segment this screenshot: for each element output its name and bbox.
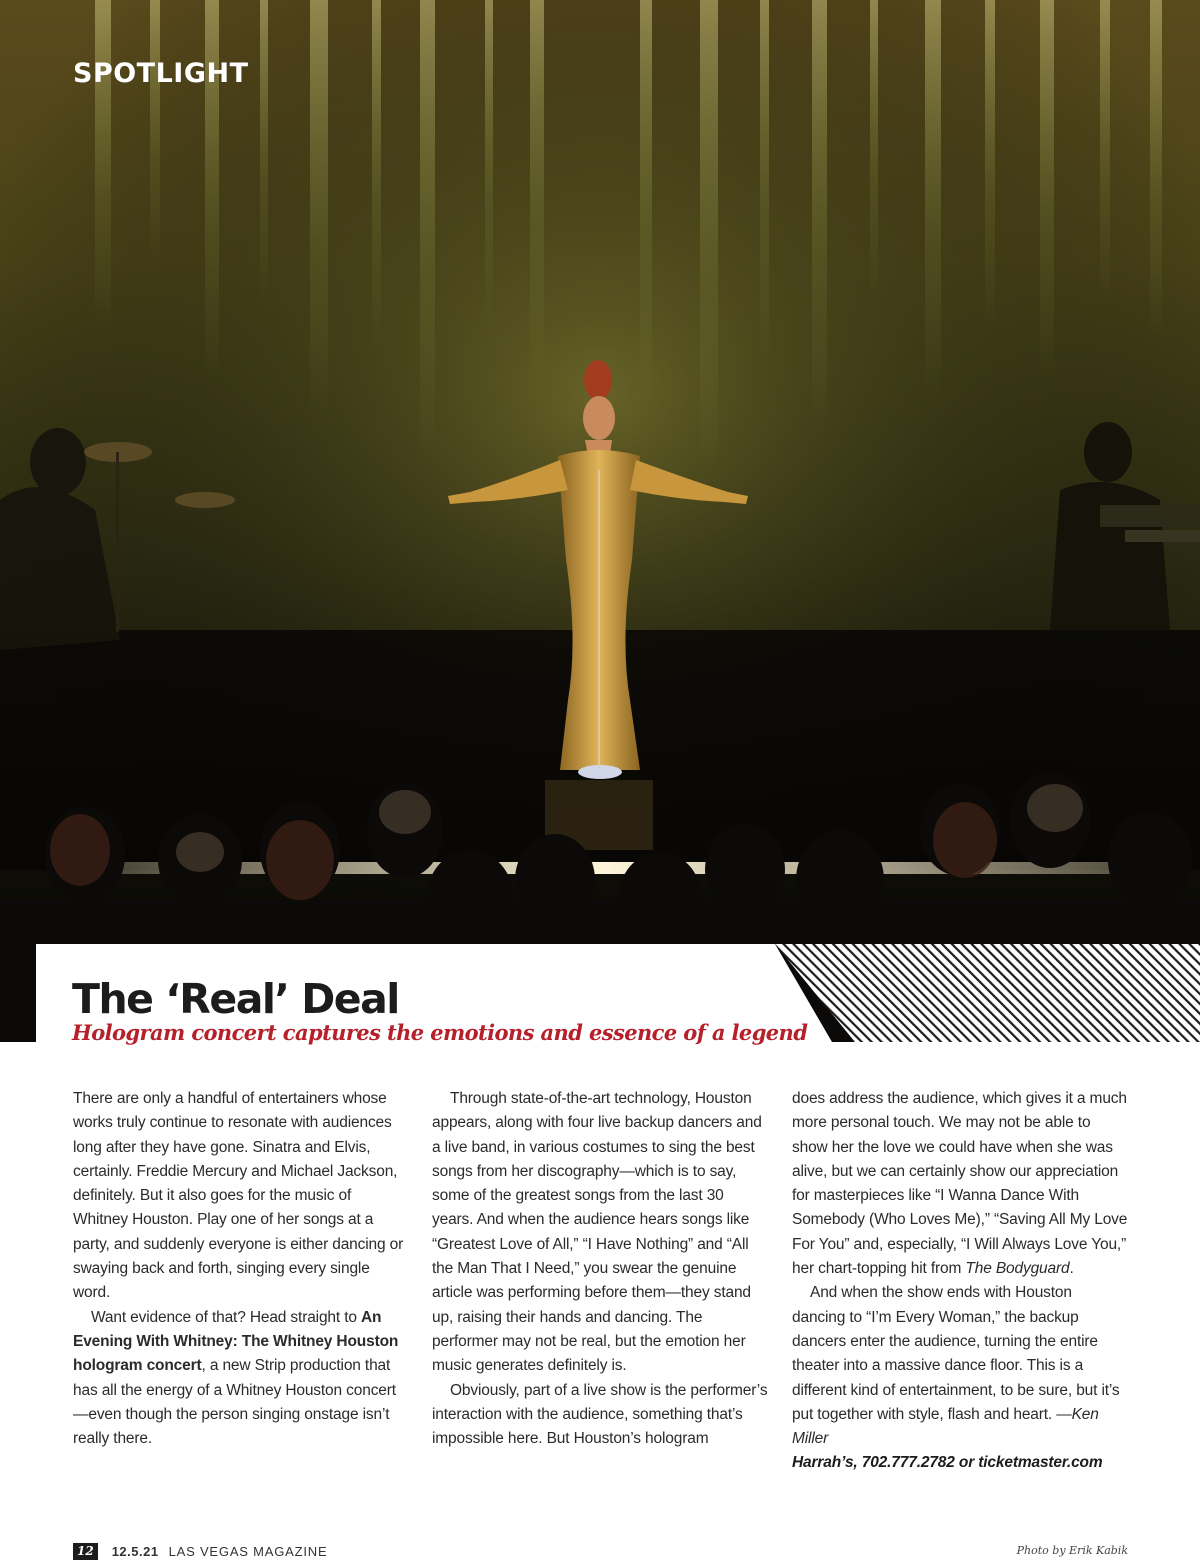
page-number: 12 bbox=[73, 1543, 98, 1560]
paragraph bbox=[792, 1281, 1128, 1451]
paragraph: Through state-of-the-art technology, Houston appears, along with four live backup dancers and a live band, in various costumes to sing the best songs from her discography—which is to say, some of the greatest songs from the last 30 years. And when the audience hears songs like “Greatest Love of All,” “I Have Nothing” and “All the Man That I Need,” you swear the genuine article was performing before them—they stand up, raising their hands and dancing. The performer may not be real, but the emotion her music generates definitely is. bbox=[432, 1090, 762, 1375]
show-title: An Evening With Whitney: The Whitney Houston hologram concert bbox=[73, 1308, 399, 1375]
text-run: , a new Strip production that has all the energy of a Whitney Houston concert—even though the person singing onstage isn’t really there. bbox=[73, 1357, 396, 1448]
body-column-1 bbox=[73, 1087, 409, 1451]
paragraph: Obviously, part of a live show is the performer’s interaction with the audience, something that’s impossible here. But Houston’s hologram bbox=[432, 1381, 768, 1448]
deck-subtitle: Hologram concert captures the emotions and essence of a legend bbox=[72, 1020, 808, 1045]
text-run: And when the show ends with Houston dancing to “I’m Every Woman,” the backup dancers enter the audience, turning the entire theater into a massive dance floor. This is a different kind of entertainment, to be sure, but it’s put together with style, flash and heart. bbox=[792, 1284, 1120, 1423]
photo-credit: Photo by Erik Kabik bbox=[1016, 1544, 1128, 1557]
section-tag: SPOTLIGHT bbox=[73, 58, 249, 89]
text-run: Want evidence of that? Head straight to bbox=[91, 1308, 362, 1326]
issue-date: 12.5.21 bbox=[111, 1543, 159, 1559]
film-title: The Bodyguard bbox=[965, 1260, 1070, 1278]
paragraph bbox=[73, 1306, 409, 1452]
venue-info: Harrah’s, 702.777.2782 or ticketmaster.com bbox=[792, 1454, 1103, 1472]
paragraph bbox=[792, 1087, 1128, 1281]
byline: —Ken Miller bbox=[792, 1405, 1099, 1448]
text-run: . bbox=[1069, 1260, 1074, 1278]
headline: The ‘Real’ Deal bbox=[72, 975, 399, 1023]
body-column-2 bbox=[432, 1087, 768, 1451]
paragraph: There are only a handful of entertainers whose works truly continue to resonate with audiences long after they have gone. Sinatra and Elvis, certainly. Freddie Mercury and Michael Jackson, definitely. But it also goes for the music of Whitney Houston. Play one of her songs at a party, and suddenly everyone is either dancing or swaying back and forth, singing every single word. bbox=[73, 1090, 404, 1302]
magazine-name: LAS VEGAS MAGAZINE bbox=[168, 1543, 328, 1559]
body-column-3 bbox=[792, 1087, 1128, 1476]
text-run: does address the audience, which gives it a much more personal touch. We may not be able to show her the love we could have when she was alive, but we can certainly show our appreciation for masterpieces like “I Wanna Dance With Somebody (Who Loves Me),” “Saving All My Love For You” and, especially, “I Will Always Love You,” her chart-topping hit from bbox=[792, 1090, 1128, 1278]
page-footer bbox=[73, 1541, 327, 1561]
